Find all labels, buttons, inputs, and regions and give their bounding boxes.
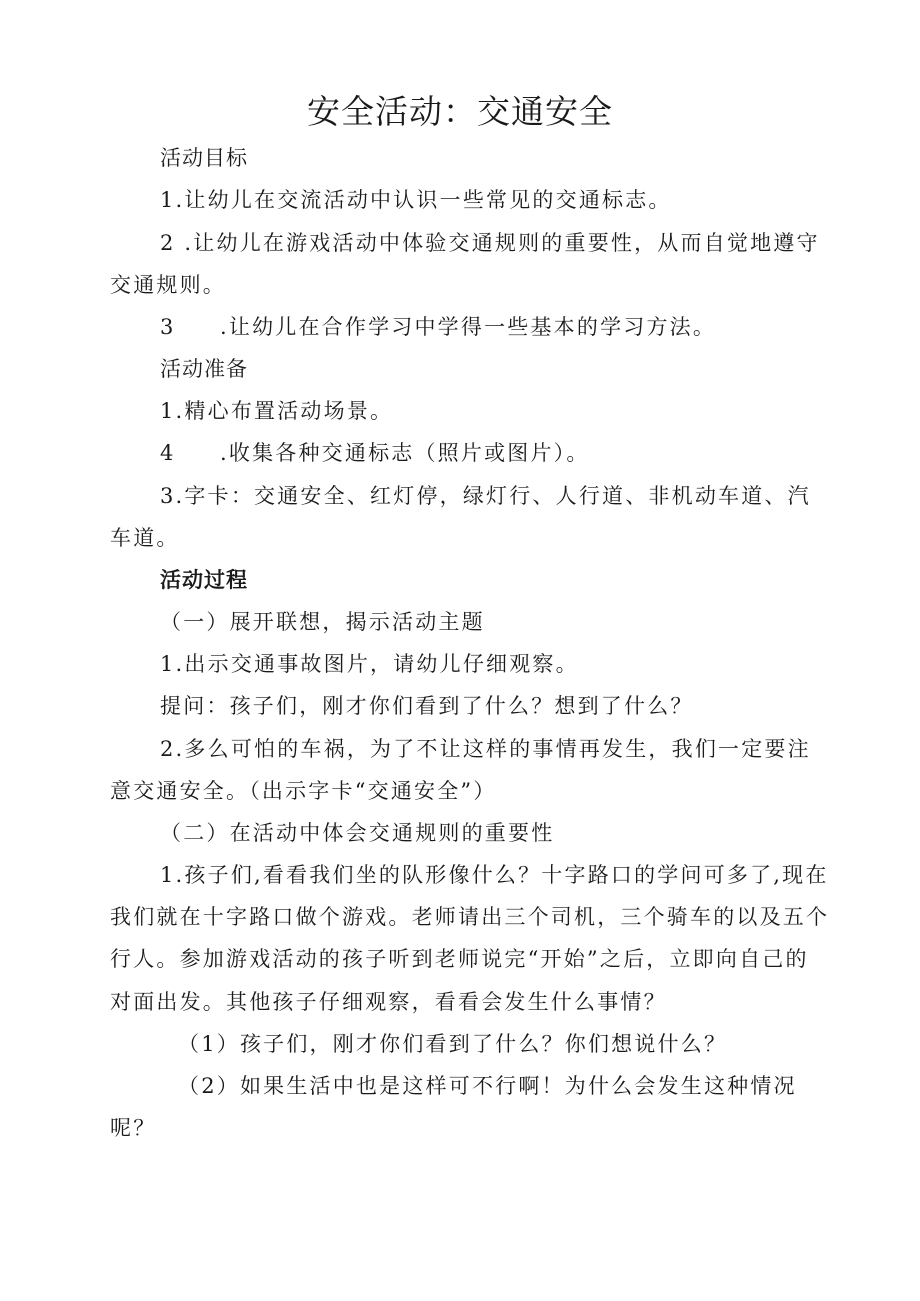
part-2-step-1-line-3: 行人。参加游戏活动的孩子听到老师说完“开始”之后，立即向自己的	[110, 947, 809, 971]
prep-2-text: .收集各种交通标志（照片或图片）。	[220, 441, 590, 465]
part-2-question-2-line-1: （2）如果生活中也是这样可不行啊！为什么会发生这种情况	[178, 1074, 797, 1098]
part-1-question: 提问：孩子们，刚才你们看到了什么？想到了什么？	[160, 694, 694, 718]
part-2-step-1-line-2: 我们就在十字路口做个游戏。老师请出三个司机，三个骑车的以及五个	[110, 905, 830, 929]
goal-3-text: .让幼儿在合作学习中学得一些基本的学习方法。	[220, 315, 717, 339]
goals-heading: 活动目标	[160, 146, 248, 170]
prep-2	[160, 438, 590, 468]
part-1-step-1: 1.出示交通事故图片，请幼儿仔细观察。	[160, 652, 579, 676]
goal-1: 1.让幼儿在交流活动中认识一些常见的交通标志。	[160, 188, 672, 212]
part-1-step-2-line-2: 意交通安全。（出示字卡“交通安全”）	[110, 779, 497, 803]
part-1-step-2-line-1: 2.多么可怕的车祸，为了不让这样的事情再发生，我们一定要注	[160, 737, 811, 761]
prep-3-line-2: 车道。	[110, 526, 180, 550]
goal-3-number: 3	[160, 315, 176, 339]
part-2-question-1: （1）孩子们，刚才你们看到了什么？你们想说什么？	[178, 1032, 728, 1056]
part-2-heading: （二）在活动中体会交通规则的重要性	[160, 821, 555, 845]
goal-2-line-1: 2 .让幼儿在游戏活动中体验交通规则的重要性，从而自觉地遵守	[160, 231, 820, 255]
prep-heading: 活动准备	[160, 357, 248, 381]
prep-2-number: 4	[160, 441, 176, 465]
part-2-step-1-line-4: 对面出发。其他孩子仔细观察，看看会发生什么事情？	[110, 990, 667, 1014]
part-2-question-2-line-2: 呢？	[110, 1116, 157, 1140]
part-1-heading: （一）展开联想，揭示活动主题	[160, 610, 485, 634]
prep-3-line-1: 3.字卡：交通安全、红灯停，绿灯行、人行道、非机动车道、汽	[160, 484, 811, 508]
document-title: 安全活动：交通安全	[307, 92, 613, 131]
goal-3	[160, 312, 716, 342]
part-2-step-1-line-1: 1.孩子们,看看我们坐的队形像什么？十字路口的学问可多了,现在	[160, 863, 829, 887]
prep-1: 1.精心布置活动场景。	[160, 399, 394, 423]
process-heading: 活动过程	[160, 568, 248, 592]
goal-2-line-2: 交通规则。	[110, 273, 226, 297]
